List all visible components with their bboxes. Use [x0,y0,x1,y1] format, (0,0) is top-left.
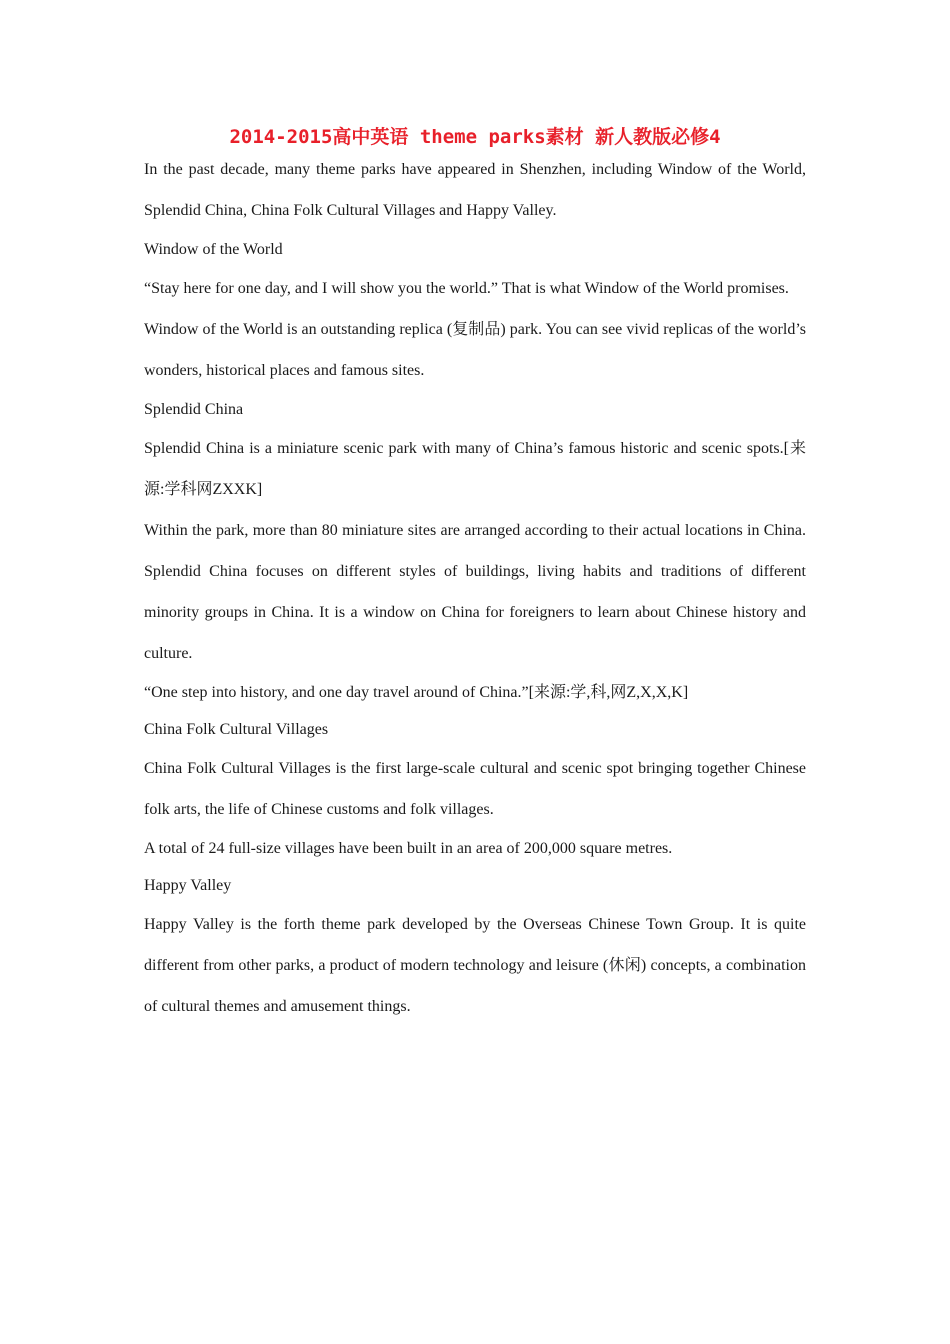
folk-villages-paragraph: China Folk Cultural Villages is the first large-scale cultural and scenic spot bringing together Chinese folk arts, the life of Chinese customs and folk villages. [144,760,806,818]
intro-paragraph: In the past decade, many theme parks have appeared in Shenzhen, including Window of the World, Splendid China, China Folk Cultural Villages and Happy Valley. [144,161,806,219]
window-description-paragraph: Window of the World is an outstanding replica (复制品) park. You can see vivid replicas of the world’s wonders, historical places and famous sites. [144,321,806,379]
splendid-quote-paragraph: “One step into history, and one day travel around of China.”[来源:学,科,网Z,X,X,K] [144,684,689,701]
section-heading-folk-villages: China Folk Cultural Villages [144,721,329,738]
window-quote-paragraph: “Stay here for one day, and I will show you the world.” That is what Window of the World promises. [144,280,789,297]
folk-villages-area-paragraph: A total of 24 full-size villages have been built in an area of 200,000 square metres. [144,840,673,857]
document-body [144,149,806,1027]
section-heading-window-of-the-world: Window of the World [144,241,283,258]
section-heading-splendid-china: Splendid China [144,401,244,418]
document-title: 2014-2015高中英语 theme parks素材 新人教版必修4 [229,126,721,148]
splendid-detail-paragraph: Within the park, more than 80 miniature sites are arranged according to their actual locations in China. Splendid China focuses on different styles of buildings, living habits and traditions of different minority groups in China. It is a window on China for foreigners to learn about Chinese history and culture. [144,522,806,662]
section-heading-happy-valley: Happy Valley [144,877,232,894]
splendid-intro-paragraph: Splendid China is a miniature scenic park with many of China’s famous historic and scenic spots.[来源:学科网ZXXK] [144,440,806,498]
happy-valley-paragraph: Happy Valley is the forth theme park developed by the Overseas Chinese Town Group. It is quite different from other parks, a product of modern technology and leisure (休闲) concepts, a combination of cultural themes and amusement things. [144,916,806,1015]
